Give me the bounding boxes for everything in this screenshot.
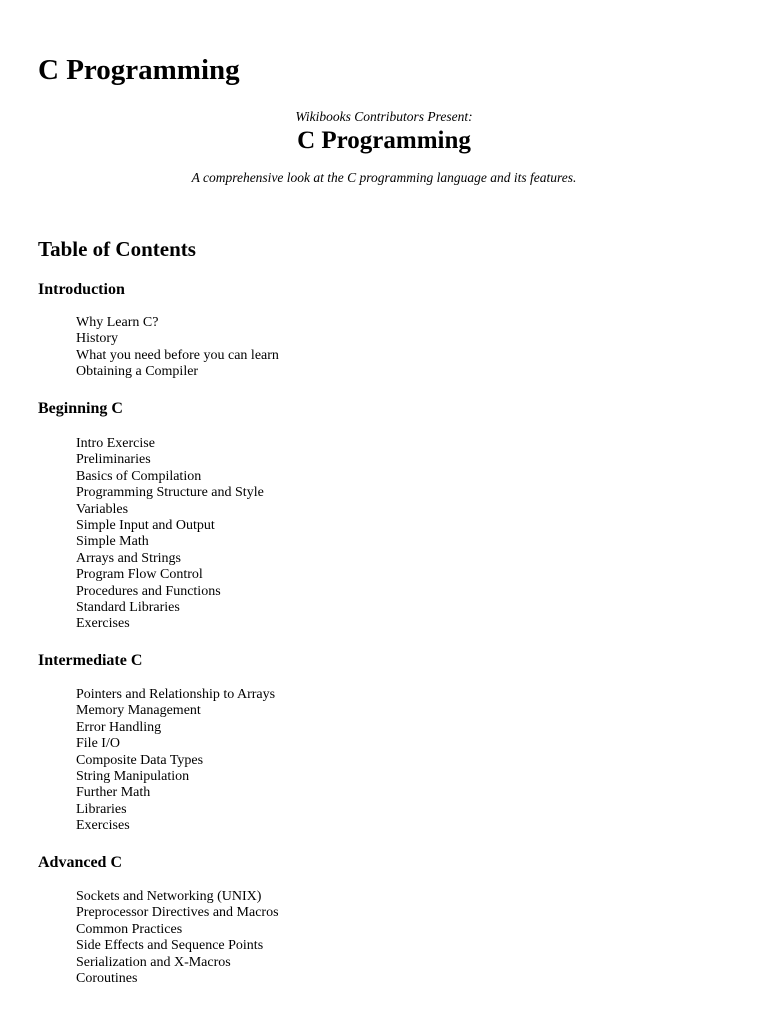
section-heading-advanced-c: Advanced C (38, 854, 123, 871)
section-list-intermediate-c (76, 687, 275, 835)
section-list-introduction (76, 315, 279, 381)
toc-link[interactable]: Memory Management (76, 703, 201, 719)
toc-link[interactable]: Composite Data Types (76, 752, 204, 768)
toc-link[interactable]: Programming Structure and Style (76, 485, 264, 501)
toc-link[interactable]: What you need before you can learn (76, 347, 279, 363)
toc-link[interactable]: Basics of Compilation (76, 468, 202, 484)
toc-link[interactable]: Why Learn C? (76, 315, 159, 330)
toc-link[interactable]: Preprocessor Directives and Macros (76, 905, 279, 921)
toc-link[interactable]: Sockets and Networking (UNIX) (76, 889, 262, 904)
section-heading-beginning-c: Beginning C (38, 400, 123, 417)
toc-link[interactable]: Side Effects and Sequence Points (76, 938, 264, 954)
toc-link[interactable]: Libraries (76, 801, 127, 817)
page-title: C Programming (38, 54, 240, 86)
toc-link[interactable]: Variables (76, 501, 129, 517)
section-heading-intermediate-c: Intermediate C (38, 652, 143, 669)
toc-link[interactable]: Common Practices (76, 921, 183, 937)
toc-link[interactable]: Obtaining a Compiler (76, 364, 199, 380)
toc-link[interactable]: Intro Exercise (76, 436, 155, 451)
toc-link[interactable]: Standard Libraries (76, 599, 180, 615)
toc-link[interactable]: File I/O (76, 736, 120, 752)
toc-link[interactable]: Program Flow Control (76, 567, 203, 583)
toc-link[interactable]: Exercises (76, 616, 130, 632)
section-list-beginning-c (76, 436, 264, 633)
toc-link[interactable]: Simple Input and Output (76, 517, 215, 533)
book-title: C Programming (297, 127, 471, 154)
toc-link[interactable]: Further Math (76, 785, 151, 801)
book-tagline: A comprehensive look at the C programming language and its features. (191, 170, 577, 185)
toc-link[interactable]: Preliminaries (76, 452, 151, 468)
section-list-advanced-c (76, 889, 279, 987)
toc-link[interactable]: Exercises (76, 818, 130, 834)
toc-link[interactable]: Error Handling (76, 719, 162, 735)
toc-link[interactable]: Coroutines (76, 970, 138, 986)
toc-link[interactable]: Simple Math (76, 534, 149, 550)
toc-link[interactable]: Procedures and Functions (76, 583, 221, 599)
toc-link[interactable]: Serialization and X-Macros (76, 954, 231, 970)
toc-link[interactable]: Pointers and Relationship to Arrays (76, 687, 276, 702)
section-heading-introduction: Introduction (38, 281, 125, 298)
toc-link[interactable]: String Manipulation (76, 768, 190, 784)
toc-link[interactable]: History (76, 331, 118, 347)
presenter-line: Wikibooks Contributors Present: (295, 109, 473, 124)
toc-link[interactable]: Arrays and Strings (76, 550, 181, 566)
toc-heading: Table of Contents (38, 237, 196, 261)
